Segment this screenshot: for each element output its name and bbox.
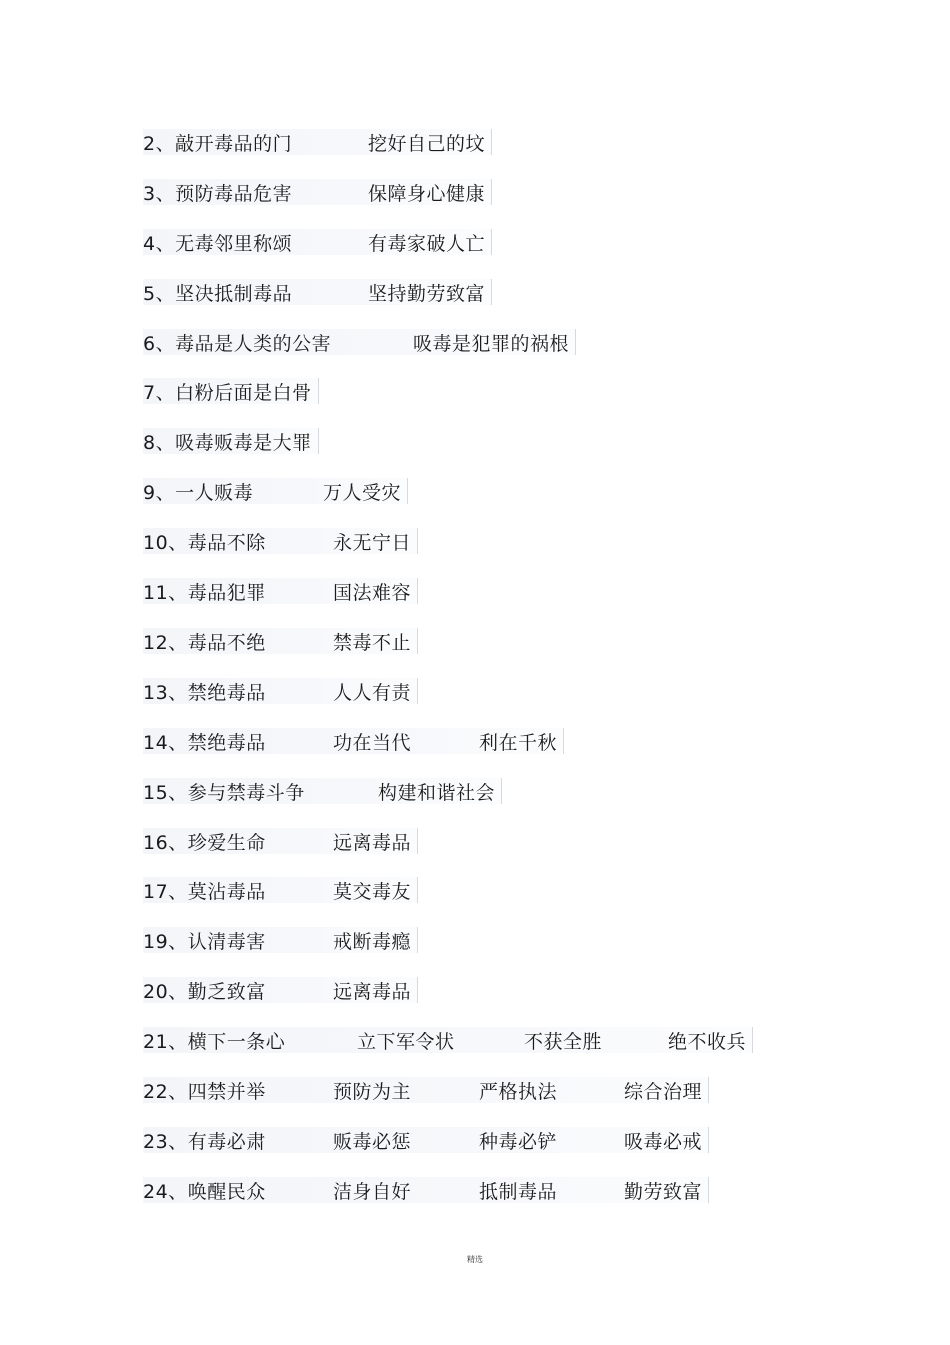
slogan-number: 3、 [143, 182, 176, 205]
slogan-phrase: 白粉后面是白骨 [175, 381, 312, 404]
slogan-phrase: 四禁并举 [187, 1080, 266, 1103]
slogan-phrase: 毒品是人类的公害 [175, 332, 332, 355]
slogan-line [143, 528, 418, 554]
slogan-line [143, 728, 564, 754]
slogan-number: 9、 [143, 481, 176, 504]
slogan-phrase: 吸毒必戒 [624, 1130, 703, 1153]
slogan-number: 24、 [143, 1180, 188, 1203]
slogan-phrase: 认清毒害 [187, 930, 266, 953]
slogan-phrase: 坚持勤劳致富 [368, 282, 486, 305]
slogan-number: 17、 [143, 880, 188, 903]
slogan-phrase: 禁毒不止 [333, 631, 412, 654]
slogan-line [143, 778, 502, 804]
slogan-phrase: 挖好自己的坟 [368, 132, 486, 155]
slogan-line [143, 1127, 709, 1153]
slogan-phrase: 远离毒品 [333, 831, 412, 854]
slogan-phrase: 横下一条心 [187, 1030, 286, 1053]
slogan-line [143, 378, 319, 404]
slogan-phrase: 有毒家破人亡 [368, 232, 486, 255]
slogan-number: 12、 [143, 631, 188, 654]
slogan-phrase: 禁绝毒品 [187, 681, 266, 704]
slogan-line [143, 1077, 709, 1103]
slogan-number: 15、 [143, 781, 188, 804]
slogan-number: 23、 [143, 1130, 188, 1153]
slogan-number: 10、 [143, 531, 188, 554]
slogan-phrase: 禁绝毒品 [187, 731, 266, 754]
slogan-phrase: 敲开毒品的门 [175, 132, 293, 155]
slogan-number: 7、 [143, 381, 176, 404]
slogan-line [143, 678, 418, 704]
slogan-line [143, 478, 408, 504]
slogan-number: 13、 [143, 681, 188, 704]
slogan-phrase: 莫交毒友 [333, 880, 412, 903]
slogan-phrase: 预防为主 [333, 1080, 412, 1103]
slogan-phrase: 利在千秋 [479, 731, 558, 754]
slogan-phrase: 贩毒必惩 [333, 1130, 412, 1153]
slogan-line [143, 1027, 753, 1053]
footer-label: 精选 [467, 1255, 483, 1264]
slogan-line [143, 129, 492, 155]
slogan-number: 22、 [143, 1080, 188, 1103]
slogan-number: 5、 [143, 282, 176, 305]
slogan-phrase: 莫沾毒品 [187, 880, 266, 903]
slogan-number: 2、 [143, 132, 176, 155]
slogan-phrase: 严格执法 [479, 1080, 558, 1103]
slogan-phrase: 人人有责 [333, 681, 412, 704]
slogan-phrase: 预防毒品危害 [175, 182, 293, 205]
slogan-line [143, 828, 418, 854]
slogan-line [143, 1177, 709, 1203]
slogan-number: 4、 [143, 232, 176, 255]
slogan-phrase: 珍爱生命 [187, 831, 266, 854]
slogan-line [143, 329, 576, 355]
slogan-phrase: 毒品不绝 [187, 631, 266, 654]
slogan-phrase: 洁身自好 [333, 1180, 412, 1203]
slogan-phrase: 勤劳致富 [624, 1180, 703, 1203]
slogan-line [143, 977, 418, 1003]
slogan-phrase: 吸毒是犯罪的祸根 [413, 332, 570, 355]
slogan-phrase: 一人贩毒 [175, 481, 254, 504]
slogan-phrase: 有毒必肃 [187, 1130, 266, 1153]
slogan-phrase: 远离毒品 [333, 980, 412, 1003]
slogan-phrase: 保障身心健康 [368, 182, 486, 205]
slogan-number: 20、 [143, 980, 188, 1003]
slogan-line [143, 179, 492, 205]
slogan-number: 16、 [143, 831, 188, 854]
slogan-line [143, 927, 418, 953]
slogan-phrase: 立下军令状 [357, 1030, 455, 1053]
slogan-phrase: 勤乏致富 [187, 980, 266, 1003]
slogan-phrase: 种毒必铲 [479, 1130, 558, 1153]
slogan-phrase: 功在当代 [333, 731, 412, 754]
slogan-phrase: 坚决抵制毒品 [175, 282, 293, 305]
slogan-phrase: 构建和谐社会 [378, 781, 496, 804]
slogan-phrase: 不获全胜 [524, 1030, 603, 1053]
slogan-phrase: 戒断毒瘾 [333, 930, 412, 953]
slogan-phrase: 万人受灾 [323, 481, 402, 504]
slogan-phrase: 毒品犯罪 [187, 581, 266, 604]
slogan-number: 21、 [143, 1030, 188, 1053]
slogan-phrase: 国法难容 [333, 581, 412, 604]
slogan-line [143, 628, 418, 654]
slogan-line [143, 877, 418, 903]
slogan-line [143, 279, 492, 305]
slogan-number: 14、 [143, 731, 188, 754]
slogan-number: 8、 [143, 431, 176, 454]
slogan-phrase: 吸毒贩毒是大罪 [175, 431, 312, 454]
slogan-phrase: 抵制毒品 [479, 1180, 558, 1203]
slogan-phrase: 唤醒民众 [187, 1180, 266, 1203]
slogan-number: 6、 [143, 332, 176, 355]
slogan-phrase: 无毒邻里称颂 [175, 232, 293, 255]
slogan-phrase: 参与禁毒斗争 [187, 781, 305, 804]
slogan-phrase: 永无宁日 [333, 531, 412, 554]
slogan-phrase: 毒品不除 [187, 531, 266, 554]
slogan-line [143, 229, 492, 255]
slogan-number: 11、 [143, 581, 188, 604]
slogan-line [143, 428, 319, 454]
slogan-phrase: 绝不收兵 [668, 1030, 747, 1053]
slogan-phrase: 综合治理 [624, 1080, 703, 1103]
slogan-line [143, 578, 418, 604]
slogan-number: 19、 [143, 930, 188, 953]
